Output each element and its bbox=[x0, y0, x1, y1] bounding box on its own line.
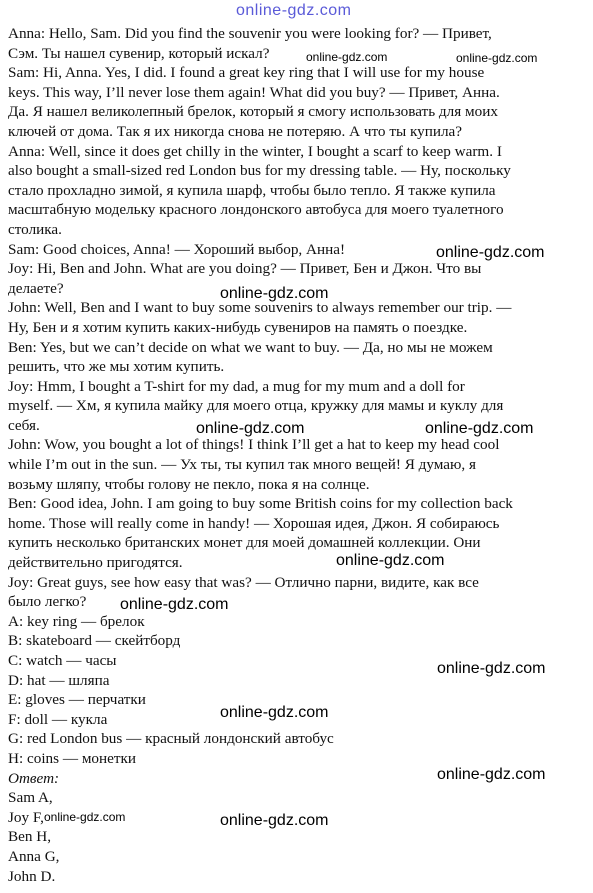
watermark: online-gdz.com bbox=[220, 285, 329, 302]
text-line: Да. Я нашел великолепный брелок, который я смогу использовать для моих bbox=[8, 103, 498, 121]
watermark: online-gdz.com bbox=[44, 810, 126, 824]
text-line: also bought a small-sized red London bus for my dressing table. — Ну, поскольку bbox=[8, 162, 511, 180]
text-line: Anna: Hello, Sam. Did you find the souvenir you were looking for? — Привет, bbox=[8, 25, 492, 42]
text-line: myself. — Хм, я купила майку для моего отца, кружку для мамы и куклу для bbox=[8, 397, 504, 415]
text-line: while I’m out in the sun. — Ух ты, ты купил так много вещей! Я думаю, я bbox=[8, 456, 476, 474]
text-line: масштабную модельку красного лондонского автобуса для моего туалетного bbox=[8, 201, 504, 219]
answer-line: Joy F, bbox=[8, 808, 44, 826]
text-line: купить несколько британских монет для моей домашней коллекции. Они bbox=[8, 534, 481, 552]
text-line: действительно пригодятся. bbox=[8, 554, 183, 572]
answer-option: H: coins — монетки bbox=[8, 749, 137, 767]
text-line: Joy: Great guys, see how easy that was? — Отлично парни, видите, как все bbox=[8, 573, 479, 591]
answer-option: G: red London bus — красный лондонский автобус bbox=[8, 730, 334, 748]
text-line: Ben: Good idea, John. I am going to buy some British coins for my collection back bbox=[8, 495, 513, 513]
header-watermark: online-gdz.com bbox=[236, 2, 352, 19]
text-line: Sam: Good choices, Anna! — Хороший выбор, Анна! bbox=[8, 240, 346, 258]
text-line: себя. bbox=[8, 416, 40, 434]
text-line: Joy: Hi, Ben and John. What are you doing? — Привет, Бен и Джон. Что вы bbox=[8, 260, 482, 278]
answer-option: A: key ring — брелок bbox=[8, 612, 145, 630]
watermark: online-gdz.com bbox=[437, 766, 546, 783]
text-line: keys. This way, I’ll never lose them again! What did you buy? — Привет, Анна. bbox=[8, 83, 500, 101]
text-line: Ben: Yes, but we can’t decide on what we want to buy. — Да, но мы не можем bbox=[8, 338, 493, 356]
text-line: John: Wow, you bought a lot of things! I think I’ll get a hat to keep my head cool bbox=[8, 436, 500, 454]
text-line: было легко? bbox=[8, 593, 87, 611]
text-line: ключей от дома. Так я их никогда снова не потеряю. А что ты купила? bbox=[8, 122, 463, 140]
answer-option: F: doll — кукла bbox=[8, 710, 108, 728]
text-line: столика. bbox=[8, 220, 62, 238]
answer-heading: Ответ: bbox=[8, 769, 60, 787]
watermark: online-gdz.com bbox=[120, 596, 229, 613]
text-line: Sam: Hi, Anna. Yes, I did. I found a great key ring that I will use for my house bbox=[8, 64, 485, 82]
answer-line: Ben H, bbox=[8, 828, 52, 846]
text-line: John: Well, Ben and I want to buy some souvenirs to always remember our trip. — bbox=[8, 299, 512, 317]
text-line: решить, что же мы хотим купить. bbox=[8, 358, 225, 376]
text-line: стало прохладно зимой, я купила шарф, чтобы было тепло. Я также купила bbox=[8, 181, 496, 199]
text-line: home. Those will really come in handy! — Хорошая идея, Джон. Я собираюсь bbox=[8, 514, 500, 532]
answer-line: Anna G, bbox=[8, 847, 60, 865]
answer-line: Sam A, bbox=[8, 789, 53, 807]
dialogue-text bbox=[8, 24, 583, 886]
watermark: online-gdz.com bbox=[437, 660, 546, 677]
watermark: online-gdz.com bbox=[425, 420, 534, 437]
text-line: Ну, Бен и я хотим купить каких-нибудь сувениров на память о поездке. bbox=[8, 318, 468, 336]
text-line: Joy: Hmm, I bought a T-shirt for my dad, a mug for my mum and a doll for bbox=[8, 377, 465, 395]
watermark: online-gdz.com bbox=[220, 812, 329, 829]
watermark: online-gdz.com bbox=[220, 704, 329, 721]
watermark: online-gdz.com bbox=[196, 420, 305, 437]
text-line: делаете? bbox=[8, 279, 64, 297]
answer-option: B: skateboard — скейтборд bbox=[8, 632, 181, 650]
answer-line: John D. bbox=[8, 867, 56, 885]
watermark: online-gdz.com bbox=[336, 552, 445, 569]
text-line: возьму шляпу, чтобы голову не пекло, пока я на солнце. bbox=[8, 475, 370, 493]
answer-option: C: watch — часы bbox=[8, 652, 117, 669]
text-line: Сэм. Ты нашел сувенир, который искал? bbox=[8, 44, 270, 62]
watermark: online-gdz.com bbox=[456, 51, 538, 65]
answer-option: D: hat — шляпа bbox=[8, 671, 110, 689]
watermark: online-gdz.com bbox=[436, 244, 545, 261]
watermark: online-gdz.com bbox=[306, 50, 388, 64]
answer-option: E: gloves — перчатки bbox=[8, 691, 146, 709]
text-line: Anna: Well, since it does get chilly in the winter, I bought a scarf to keep warm. I bbox=[8, 142, 502, 160]
